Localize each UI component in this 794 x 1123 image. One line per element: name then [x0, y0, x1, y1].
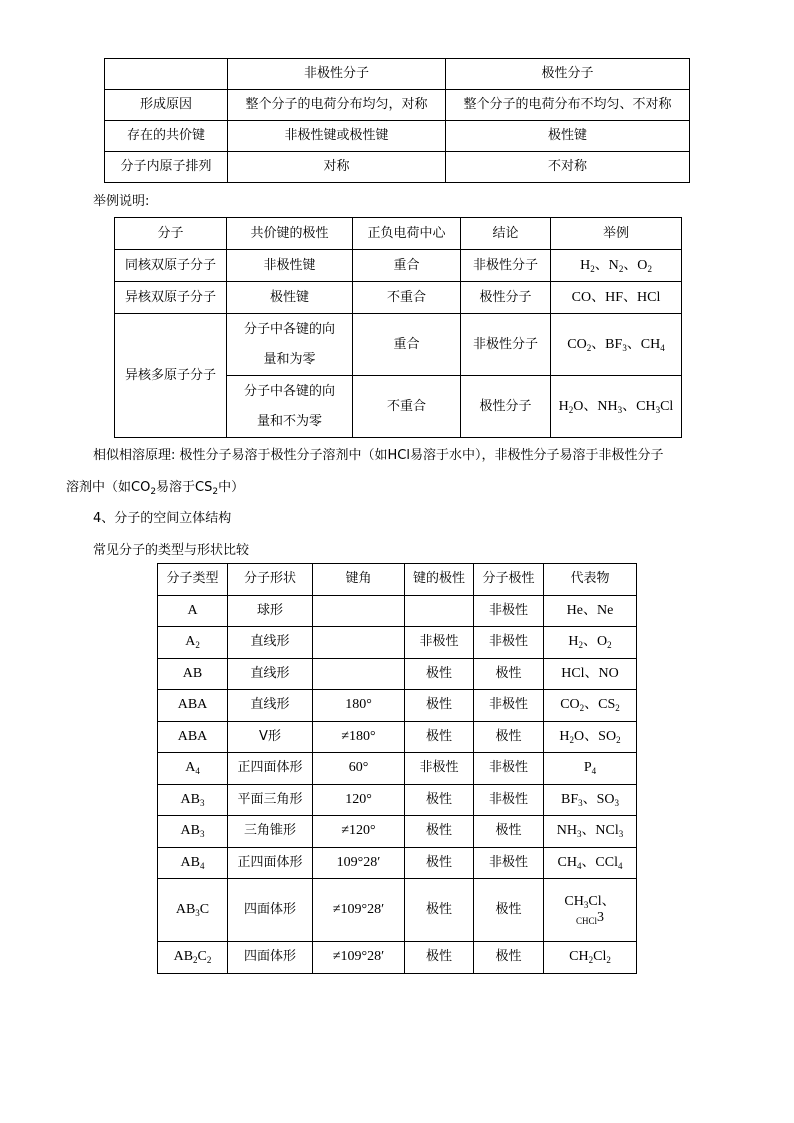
similar-dissolve-rule-line2 — [66, 480, 244, 496]
table-cell — [405, 595, 474, 627]
formula-subscript: 2 — [588, 955, 594, 966]
table-cell: ≠180° — [313, 721, 405, 753]
formula-subscript: CHCl — [575, 916, 597, 926]
formula-text: A — [185, 760, 196, 776]
table-header-cell: 非极性分子 — [228, 59, 446, 90]
formula-subscript: 3 — [655, 404, 661, 415]
molecular-shape-table — [157, 563, 637, 974]
formula-subscript: 3 — [622, 342, 627, 353]
table-cell — [544, 627, 637, 659]
formula-subscript: 4 — [576, 860, 582, 871]
table-header-cell: 分子极性 — [474, 564, 544, 596]
table-cell — [544, 753, 637, 785]
table-cell: 不重合 — [353, 376, 461, 438]
formula-subscript: 2 — [579, 703, 585, 714]
table-cell — [544, 721, 637, 753]
cell-line: 分子中各键的向 — [243, 321, 335, 337]
formula-text: Cl — [593, 949, 607, 965]
table-cell — [158, 721, 228, 753]
comparison-heading: 常见分子的类型与形状比较 — [93, 543, 250, 558]
table-cell — [544, 690, 637, 722]
rule-text: 中） — [218, 480, 245, 495]
formula-text: 、CCl — [581, 854, 619, 870]
table-cell — [313, 595, 405, 627]
table-cell — [158, 690, 228, 722]
table-row-label: 异核双原子分子 — [115, 282, 227, 314]
table-cell — [158, 595, 228, 627]
table-cell: 非极性键或极性键 — [228, 121, 446, 152]
table-cell: 三角锥形 — [228, 816, 313, 848]
formula-text: 、O — [623, 257, 648, 273]
table-cell: 极性 — [474, 721, 544, 753]
table-row — [158, 879, 637, 942]
formula-text: H — [568, 634, 579, 650]
table-cell: 极性 — [405, 784, 474, 816]
table-header-cell: 代表物 — [544, 564, 637, 596]
table-row — [115, 282, 682, 314]
table-cell: 直线形 — [228, 658, 313, 690]
formula-subscript: 2 — [606, 955, 611, 966]
formula-text: H — [558, 398, 569, 414]
formula-text: AB — [173, 949, 194, 965]
formula-subscript: 2 — [618, 263, 624, 274]
formula-text: C — [199, 902, 210, 917]
table-cell: 极性 — [405, 879, 474, 942]
formula-text: CH — [557, 854, 577, 870]
formula-subscript: 3 — [583, 900, 589, 910]
formula-subscript: 3 — [199, 829, 205, 840]
table-cell: 极性键 — [446, 121, 690, 152]
table-cell: 180° — [313, 690, 405, 722]
formula-subscript: 2 — [150, 487, 157, 497]
formula-subscript: 4 — [199, 860, 205, 871]
formula-subscript: 4 — [591, 766, 597, 777]
table-cell: 109°28′ — [313, 847, 405, 879]
table-cell — [544, 942, 637, 974]
formula-text: Cl — [660, 398, 674, 414]
table-cell: ≠120° — [313, 816, 405, 848]
formula-text: He、Ne — [566, 602, 614, 618]
formula-text: 、NCl — [581, 823, 619, 839]
formula-subscript: 3 — [578, 797, 583, 808]
formula-text: ABA — [177, 728, 208, 744]
table-cell: 直线形 — [228, 690, 313, 722]
formula-text: HCl、NO — [561, 665, 619, 681]
rule-text: 溶剂中（如CO — [66, 480, 151, 495]
table-cell — [105, 59, 228, 90]
table-cell: 极性分子 — [461, 376, 551, 438]
table-cell — [544, 784, 637, 816]
table-cell — [158, 879, 228, 942]
formula-text: O、SO — [574, 728, 617, 744]
table-cell: 非极性分子 — [461, 250, 551, 282]
table-cell: 不对称 — [446, 152, 690, 183]
formula-text: 、CH — [626, 336, 661, 352]
table-header-cell: 分子 — [115, 218, 227, 250]
formula-subscript: 4 — [618, 860, 623, 871]
formula-text: O、NH — [573, 398, 618, 414]
table-cell: 极性分子 — [461, 282, 551, 314]
table-cell: 非极性 — [405, 753, 474, 785]
table-cell: 极性 — [405, 658, 474, 690]
example-heading: 举例说明: — [93, 194, 150, 209]
formula-text: H — [580, 257, 591, 273]
table-row-label: 分子内原子排列 — [105, 152, 228, 183]
formula-text: AB — [180, 791, 200, 807]
formula-subscript: 4 — [195, 766, 200, 777]
formula-text: 、O — [583, 634, 608, 650]
formula-text: 、CS — [584, 697, 616, 713]
cell-line: 量和为零 — [263, 351, 316, 367]
formula-subscript: 2 — [616, 734, 621, 745]
formula-text: C — [197, 949, 207, 965]
table-cell — [544, 595, 637, 627]
formula-text: 、N — [594, 257, 619, 273]
table-cell — [313, 658, 405, 690]
formula-text: AB — [180, 823, 200, 839]
table-cell: 正四面体形 — [228, 847, 313, 879]
table-row-label: 同核双原子分子 — [115, 250, 227, 282]
table-cell: 非极性 — [405, 627, 474, 659]
table-row — [158, 658, 637, 690]
cell-line: 量和不为零 — [256, 413, 322, 429]
table-header-cell: 正负电荷中心 — [353, 218, 461, 250]
table-cell — [158, 847, 228, 879]
table-cell — [158, 942, 228, 974]
table-row-label: 异核多原子分子 — [115, 314, 227, 438]
table-cell: CO、HF、HCl — [551, 282, 682, 314]
table-cell — [544, 816, 637, 848]
formula-text: AB — [180, 854, 200, 870]
table-cell — [544, 847, 637, 879]
table-cell — [158, 627, 228, 659]
table-cell — [158, 658, 228, 690]
table-cell — [227, 376, 353, 438]
formula-text: CO — [567, 336, 587, 352]
table-cell: 极性 — [474, 879, 544, 942]
table-row — [115, 250, 682, 282]
formula-subscript: 2 — [193, 955, 198, 966]
formula-subscript: 2 — [206, 955, 212, 966]
table-cell: 非极性 — [474, 690, 544, 722]
table-cell: V形 — [228, 721, 313, 753]
table-cell: 120° — [313, 784, 405, 816]
table-row — [158, 942, 637, 974]
table-header-cell: 共价键的极性 — [227, 218, 353, 250]
formula-subscript: 2 — [568, 404, 574, 415]
formula-text: AB — [175, 902, 196, 917]
table-cell: 球形 — [228, 595, 313, 627]
table-row — [158, 784, 637, 816]
table-cell: 极性 — [405, 847, 474, 879]
table-cell: 极性 — [405, 721, 474, 753]
formula-subscript: 3 — [576, 829, 582, 840]
table-cell: 四面体形 — [228, 942, 313, 974]
table-cell: 非极性 — [474, 784, 544, 816]
formula-text: ABA — [177, 697, 208, 713]
table-header-cell: 极性分子 — [446, 59, 690, 90]
formula-text: Cl、 — [588, 894, 616, 909]
polarity-comparison-table — [104, 58, 690, 183]
table-cell: 非极性分子 — [461, 314, 551, 376]
formula-subscript: 2 — [569, 734, 575, 745]
formula-subscript: 3 — [199, 797, 205, 808]
table-header-cell: 举例 — [551, 218, 682, 250]
formula-subscript: 2 — [607, 640, 612, 651]
table-cell: 非极性键 — [227, 250, 353, 282]
section-4-title: 4、分子的空间立体结构 — [93, 511, 232, 526]
formula-text: P — [583, 760, 592, 776]
table-cell — [551, 250, 682, 282]
formula-subscript: 4 — [660, 342, 665, 353]
table-row-label: 存在的共价键 — [105, 121, 228, 152]
formula-text: CO — [560, 697, 580, 713]
table-cell: 极性 — [405, 690, 474, 722]
table-cell: 非极性 — [474, 595, 544, 627]
formula-text: 、BF — [591, 336, 623, 352]
table-cell — [544, 658, 637, 690]
table-header-row — [158, 564, 637, 596]
table-cell: 正四面体形 — [228, 753, 313, 785]
table-cell: 60° — [313, 753, 405, 785]
table-cell: 直线形 — [228, 627, 313, 659]
formula-subscript: 2 — [590, 263, 595, 274]
table-cell: 极性 — [474, 816, 544, 848]
table-cell — [313, 627, 405, 659]
table-cell — [158, 784, 228, 816]
table-row — [115, 314, 682, 376]
table-row — [158, 753, 637, 785]
table-cell: ≠109°28′ — [313, 879, 405, 942]
rule-text: 易溶于CS — [156, 480, 213, 495]
formula-text: 、SO — [582, 791, 615, 807]
table-cell: 非极性 — [474, 753, 544, 785]
table-row — [158, 595, 637, 627]
table-cell: 不重合 — [353, 282, 461, 314]
table-cell — [227, 314, 353, 376]
table-cell: 重合 — [353, 314, 461, 376]
formula-subscript: 2 — [212, 487, 219, 497]
formula-text: 、CH — [622, 398, 656, 414]
formula-text: NH — [556, 823, 577, 839]
table-cell — [544, 879, 637, 942]
table-header-row — [115, 218, 682, 250]
table-row — [158, 847, 637, 879]
table-cell: 极性 — [474, 658, 544, 690]
table-row — [105, 90, 690, 121]
shape-table-body — [158, 595, 637, 973]
table-cell: 整个分子的电荷分布不均匀、不对称 — [446, 90, 690, 121]
table-cell: 极性 — [405, 816, 474, 848]
table-cell: 平面三角形 — [228, 784, 313, 816]
formula-text: 3 — [597, 910, 604, 925]
table-header-cell: 键的极性 — [405, 564, 474, 596]
table-header-cell: 结论 — [461, 218, 551, 250]
table-cell: 整个分子的电荷分布均匀，对称 — [228, 90, 446, 121]
table-row — [158, 816, 637, 848]
table-row-label: 形成原因 — [105, 90, 228, 121]
formula-subscript: 3 — [195, 908, 200, 918]
formula-text: A — [187, 602, 198, 618]
formula-text: H — [559, 728, 570, 744]
table-row — [158, 627, 637, 659]
formula-subscript: 3 — [614, 797, 620, 808]
table-row — [158, 690, 637, 722]
formula-subscript: 2 — [195, 640, 200, 651]
table-cell: 非极性 — [474, 847, 544, 879]
formula-text: BF — [560, 791, 579, 807]
table-cell: 四面体形 — [228, 879, 313, 942]
table-cell — [551, 314, 682, 376]
table-cell: 极性键 — [227, 282, 353, 314]
table-header-row — [105, 59, 690, 90]
formula-subscript: 2 — [647, 263, 652, 274]
formula-subscript: 2 — [586, 342, 592, 353]
table-header-cell: 键角 — [313, 564, 405, 596]
table-row — [105, 121, 690, 152]
formula-text: CH — [564, 894, 584, 909]
table-cell: 非极性 — [474, 627, 544, 659]
table-cell: 对称 — [228, 152, 446, 183]
table-cell — [158, 753, 228, 785]
table-header-cell: 分子形状 — [228, 564, 313, 596]
table-cell — [551, 376, 682, 438]
table-cell — [158, 816, 228, 848]
formula-subscript: 3 — [617, 404, 623, 415]
table-cell: 重合 — [353, 250, 461, 282]
cell-line: 分子中各键的向 — [243, 383, 335, 399]
formula-subscript: 2 — [578, 640, 583, 651]
formula-subscript: 2 — [615, 703, 620, 714]
table-row — [105, 152, 690, 183]
formula-text: AB — [182, 665, 203, 681]
table-cell: ≠109°28′ — [313, 942, 405, 974]
formula-text: A — [185, 634, 196, 650]
table-cell: 极性 — [405, 942, 474, 974]
table-row — [158, 721, 637, 753]
molecule-example-table — [114, 217, 682, 438]
formula-text: CH — [569, 949, 589, 965]
formula-subscript: 3 — [618, 829, 624, 840]
similar-dissolve-rule-line1: 相似相溶原理: 极性分子易溶于极性分子溶剂中（如HCl易溶于水中），非极性分子易溶于非极性分子 — [93, 448, 664, 463]
table-cell: 极性 — [474, 942, 544, 974]
table-header-cell: 分子类型 — [158, 564, 228, 596]
